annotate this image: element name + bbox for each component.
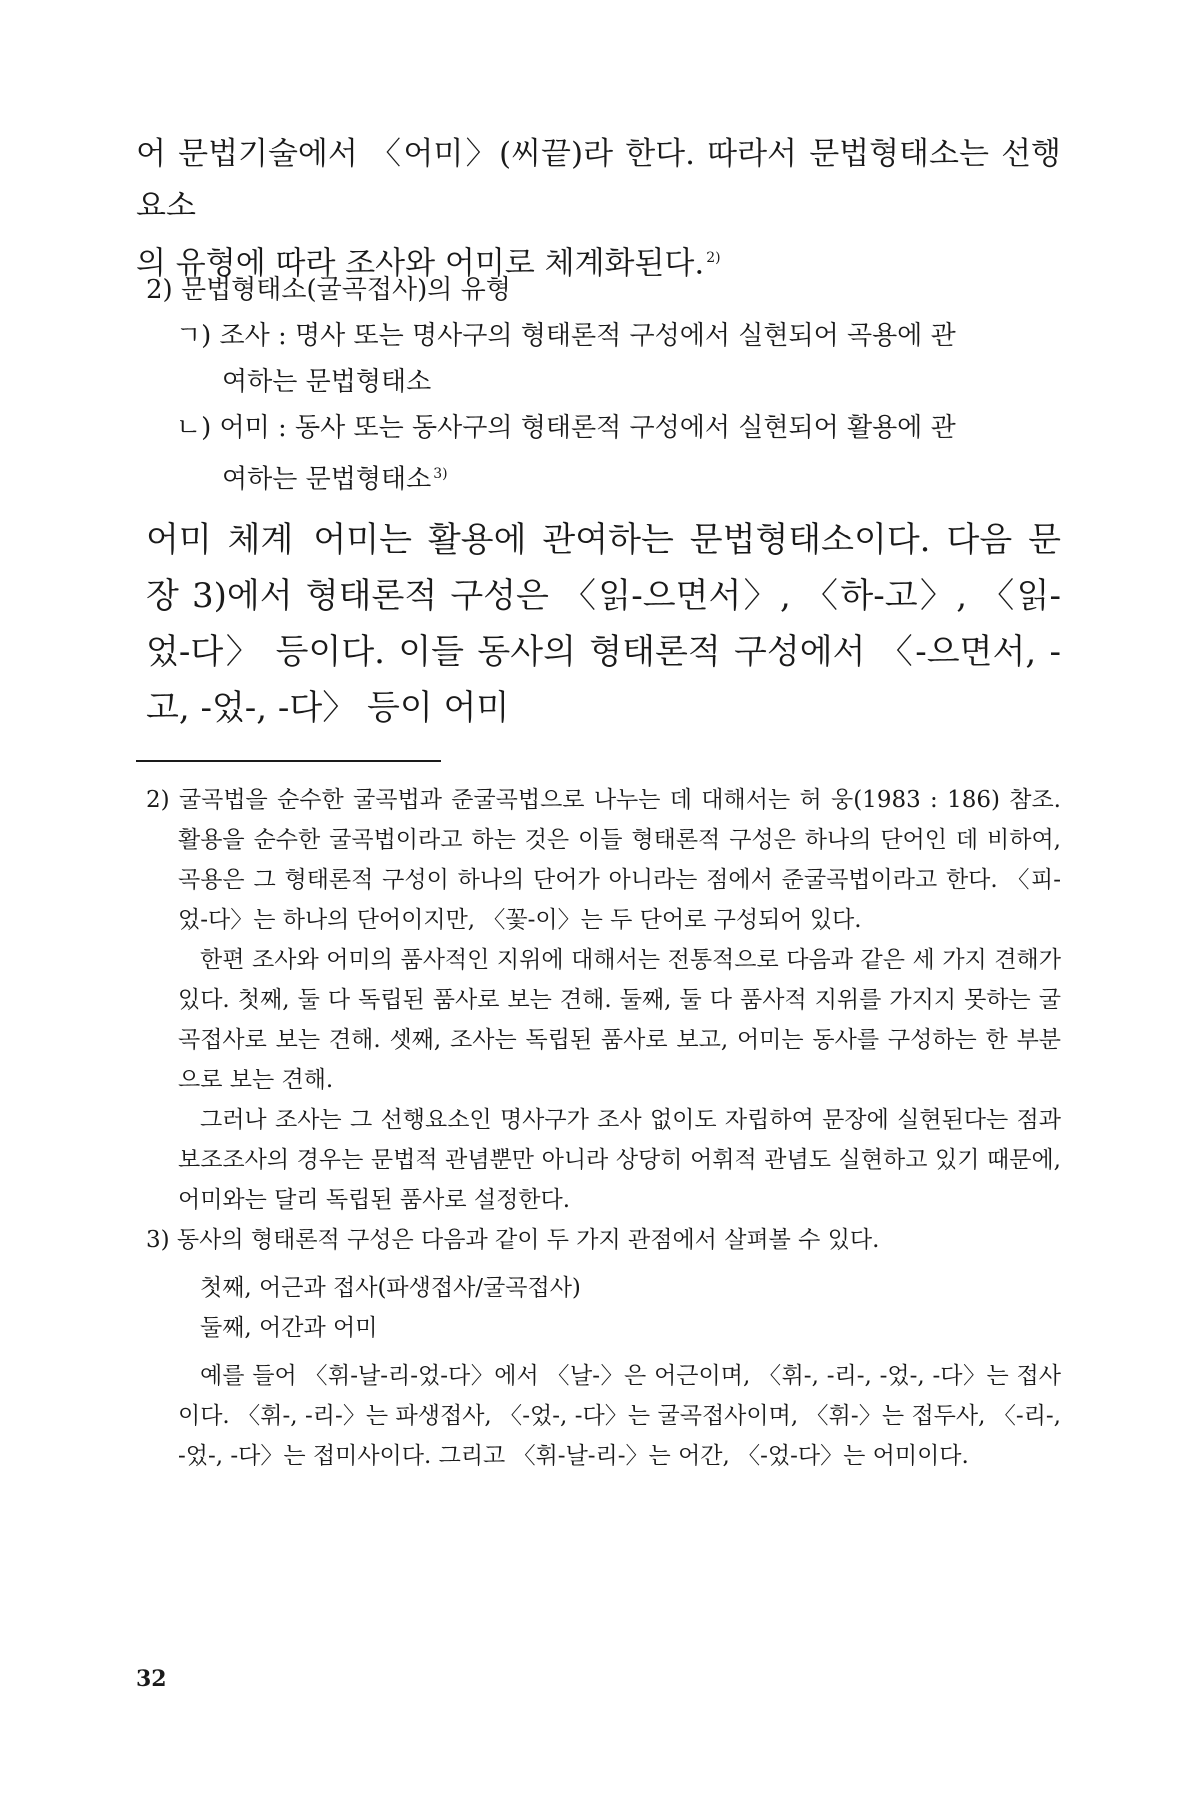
footnote-3-sub-2: 둘째, 어간과 어미 bbox=[200, 1315, 378, 1341]
footnote-3-paragraph-1: 3) 동사의 형태론적 구성은 다음과 같이 두 가지 관점에서 살펴볼 수 있다. bbox=[146, 1227, 880, 1253]
footnote-3-paragraph-2: 예를 들어 〈휘-날-리-었-다〉에서 〈날-〉은 어근이며, 〈휘-, -리-, -었-, -다〉는 접사이다. 〈휘-, -리-〉는 파생접사, 〈-었-, -다〉는 굴곡접사이며, 〈휘-〉는 접두사, 〈-리-, -었-, -다〉는 접미사이다. 그리고 〈휘-날-리-〉는 어간, 〈-었-다〉는 어미이다. bbox=[178, 1363, 1061, 1469]
footnote-2-paragraph-3: 그러나 조사는 그 선행요소인 명사구가 조사 없이도 자립하여 문장에 실현된다는 점과 보조조사의 경우는 문법적 관념뿐만 아니라 상당히 어휘적 관념도 실현하고 있기 때문에, 어미와는 달리 독립된 품사로 설정한다. bbox=[178, 1107, 1061, 1213]
footnote-2-paragraph-1: 2) 굴곡법을 순수한 굴곡법과 준굴곡법으로 나누는 데 대해서는 허 웅(1983 : 186) 참조. 활용을 순수한 굴곡법이라고 하는 것은 이들 형태론적 구성은 하나의 단어인 데 비하여, 곡용은 그 형태론적 구성이 하나의 단어가 아니라는 점에서 준굴곡법이라고 한다. 〈피-었-다〉는 하나의 단어이지만, 〈꽃-이〉는 두 단어로 구성되어 있다. bbox=[146, 787, 1061, 933]
type-item-particle-line1: ㄱ) 조사 : 명사 또는 명사구의 형태론적 구성에서 실현되어 곡용에 관 bbox=[176, 321, 956, 351]
type-item-ending-line2-text: 여하는 문법형태소 bbox=[222, 464, 432, 495]
footnote-rule bbox=[136, 760, 441, 762]
page-number: 32 bbox=[136, 1666, 167, 1692]
type-item-particle bbox=[146, 313, 1061, 405]
footnotes bbox=[146, 780, 1061, 1476]
footnote-ref-2: 2) bbox=[706, 250, 721, 266]
top-paragraph bbox=[136, 128, 1061, 289]
type-item-ending-line2 bbox=[199, 451, 1061, 503]
top-paragraph-line1: 어 문법기술에서 〈어미〉(씨끝)라 한다. 따라서 문법형태소는 선행요소 bbox=[136, 136, 1061, 224]
ending-system-body: 어미는 활용에 관여하는 문법형태소이다. 다음 문장 3)에서 형태론적 구성은 〈읽-으면서〉, 〈하-고〉, 〈읽-었-다〉 등이다. 이들 동사의 형태론적 구성에서 〈-으면서, -고, -었-, -다〉 등이 어미 bbox=[146, 520, 1061, 728]
footnote-2-paragraph-2: 한편 조사와 어미의 품사적인 지위에 대해서는 전통적으로 다음과 같은 세 가지 견해가 있다. 첫째, 둘 다 독립된 품사로 보는 견해. 둘째, 둘 다 품사적 지위를 가지지 못하는 굴곡접사로 보는 견해. 셋째, 조사는 독립된 품사로 보고, 어미는 동사를 구성하는 한 부분으로 보는 견해. bbox=[178, 947, 1061, 1093]
types-section bbox=[146, 267, 1061, 503]
footnote-ref-3: 3) bbox=[433, 466, 448, 482]
ending-system-paragraph bbox=[146, 512, 1061, 736]
types-heading: 2) 문법형태소(굴곡접사)의 유형 bbox=[146, 275, 511, 305]
ending-system-text bbox=[146, 512, 1061, 736]
footnote-3-sub-1: 첫째, 어근과 접사(파생접사/굴곡접사) bbox=[200, 1275, 581, 1301]
type-item-ending bbox=[146, 405, 1061, 503]
type-item-particle-line2: 여하는 문법형태소 bbox=[222, 367, 432, 397]
type-item-ending-line1: ㄴ) 어미 : 동사 또는 동사구의 형태론적 구성에서 실현되어 활용에 관 bbox=[176, 413, 956, 443]
top-paragraph-line2-text: 의 유형에 따라 조사와 어미로 체계화된다. bbox=[136, 245, 705, 282]
ending-system-label: 어미 체계 bbox=[146, 520, 294, 560]
